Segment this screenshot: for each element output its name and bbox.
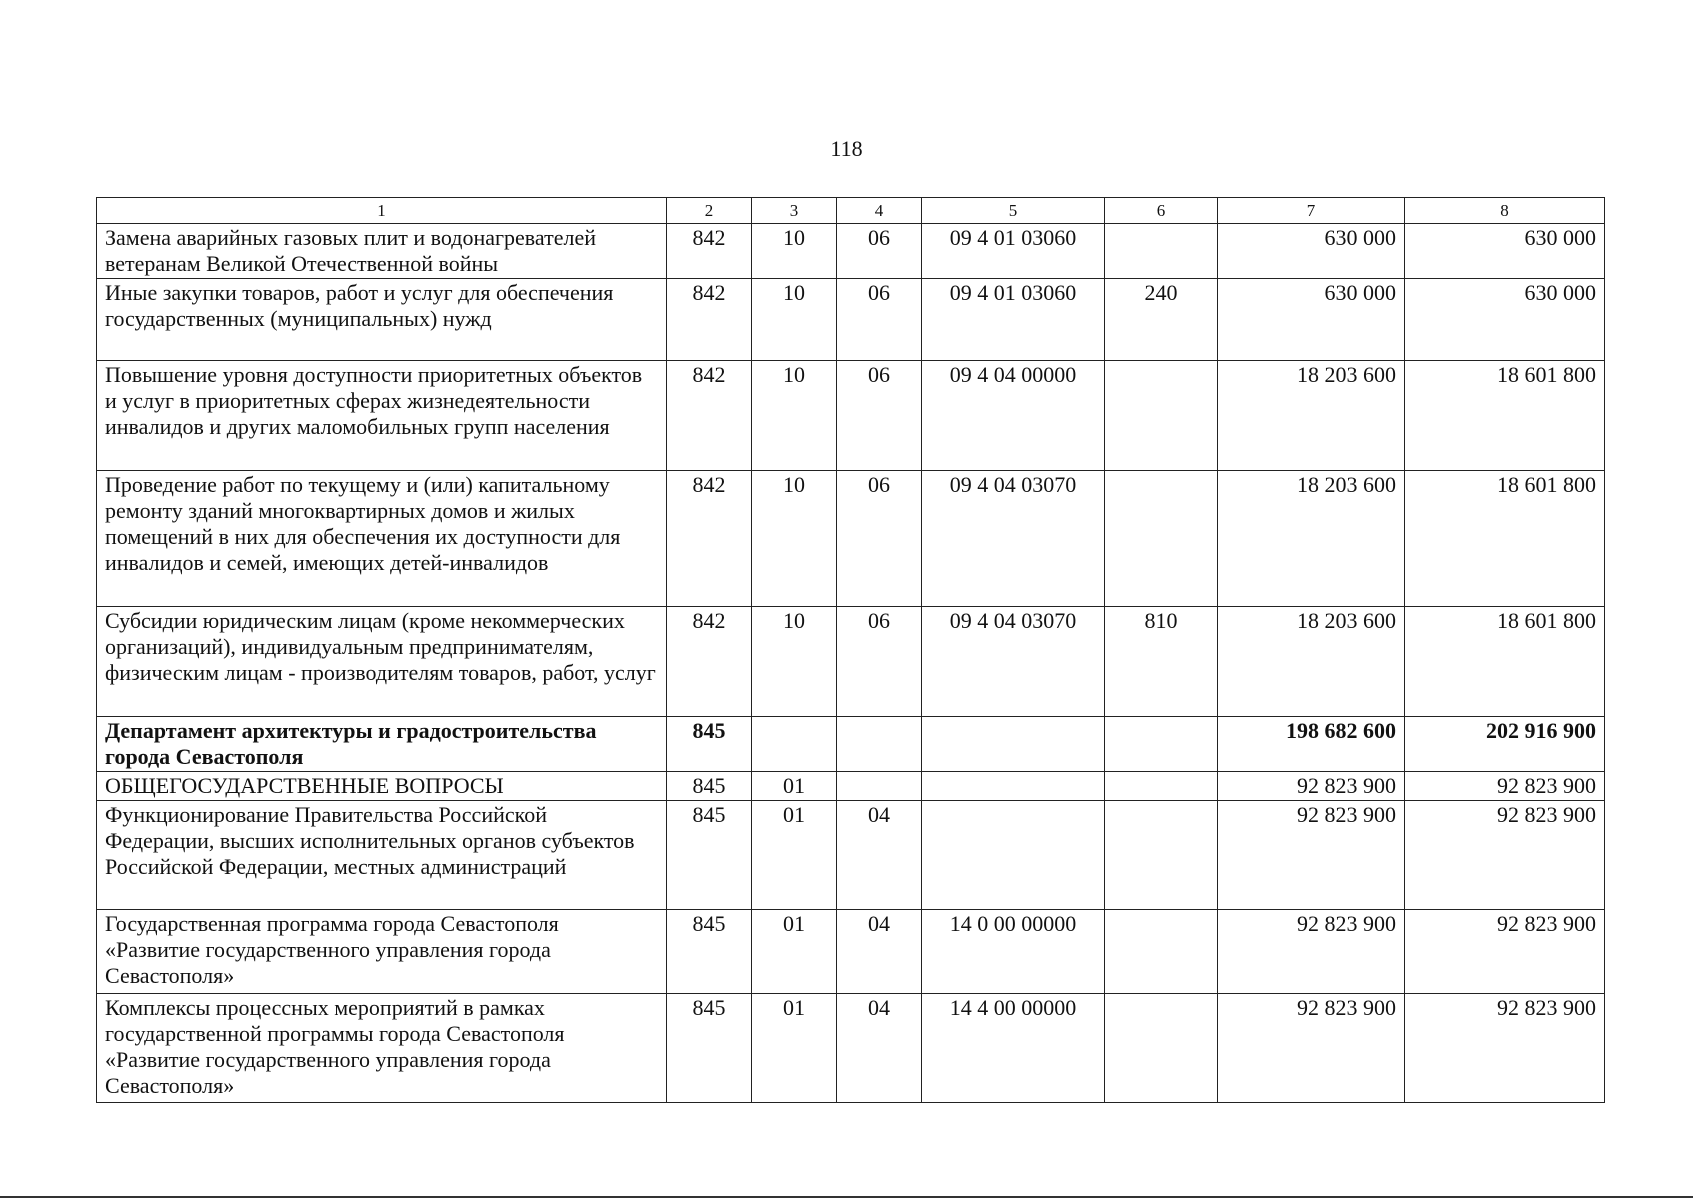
cell-section: 01 [752,772,837,801]
cell-expense-type [1105,471,1218,607]
cell-amount-1: 630 000 [1218,279,1405,361]
cell-amount-2: 92 823 900 [1405,910,1605,994]
cell-amount-1: 92 823 900 [1218,994,1405,1103]
cell-section [752,717,837,772]
cell-amount-2: 18 601 800 [1405,607,1605,717]
column-header: 6 [1105,198,1218,224]
cell-expense-type [1105,772,1218,801]
cell-amount-1: 198 682 600 [1218,717,1405,772]
cell-subsection: 04 [837,910,922,994]
cell-expense-type: 240 [1105,279,1218,361]
cell-expense-type [1105,801,1218,910]
row-name: Иные закупки товаров, работ и услуг для обеспечения государственных (муниципальных) нужд [97,279,667,361]
cell-expense-type [1105,361,1218,471]
cell-amount-1: 92 823 900 [1218,772,1405,801]
cell-amount-1: 92 823 900 [1218,910,1405,994]
column-header: 4 [837,198,922,224]
table-row [97,361,1605,471]
row-name: Комплексы процессных мероприятий в рамках государственной программы города Севастополя «Развитие государственного управления города Севастополя» [97,994,667,1103]
table-header-row [97,198,1605,224]
cell-target-article: 09 4 04 00000 [922,361,1105,471]
cell-target-article: 09 4 04 03070 [922,471,1105,607]
cell-target-article [922,772,1105,801]
cell-ministry: 842 [667,361,752,471]
cell-target-article: 09 4 01 03060 [922,224,1105,279]
cell-amount-2: 18 601 800 [1405,361,1605,471]
cell-ministry: 845 [667,772,752,801]
cell-target-article: 14 4 00 00000 [922,994,1105,1103]
cell-amount-2: 202 916 900 [1405,717,1605,772]
row-name: Замена аварийных газовых плит и водонагревателей ветеранам Великой Отечественной войны [97,224,667,279]
table-row [97,910,1605,994]
cell-section: 10 [752,471,837,607]
cell-ministry: 845 [667,994,752,1103]
cell-subsection: 06 [837,471,922,607]
cell-amount-1: 92 823 900 [1218,801,1405,910]
table-row [97,801,1605,910]
column-header: 2 [667,198,752,224]
row-name: ОБЩЕГОСУДАРСТВЕННЫЕ ВОПРОСЫ [97,772,667,801]
cell-amount-2: 18 601 800 [1405,471,1605,607]
table-row [97,471,1605,607]
table-row [97,607,1605,717]
cell-subsection [837,717,922,772]
column-header: 7 [1218,198,1405,224]
cell-target-article [922,801,1105,910]
cell-ministry: 842 [667,224,752,279]
cell-subsection: 06 [837,607,922,717]
cell-amount-2: 92 823 900 [1405,772,1605,801]
row-name: Департамент архитектуры и градостроительства города Севастополя [97,717,667,772]
cell-section: 10 [752,224,837,279]
page-number: 118 [830,136,863,161]
cell-section: 01 [752,910,837,994]
cell-amount-2: 630 000 [1405,224,1605,279]
cell-subsection: 06 [837,224,922,279]
cell-section: 01 [752,801,837,910]
cell-amount-1: 18 203 600 [1218,361,1405,471]
cell-target-article: 09 4 01 03060 [922,279,1105,361]
cell-expense-type [1105,717,1218,772]
column-header: 5 [922,198,1105,224]
cell-expense-type [1105,224,1218,279]
cell-ministry: 842 [667,279,752,361]
column-header: 3 [752,198,837,224]
cell-ministry: 842 [667,471,752,607]
cell-ministry: 845 [667,717,752,772]
cell-section: 10 [752,279,837,361]
table-row [97,279,1605,361]
cell-ministry: 845 [667,910,752,994]
row-name: Субсидии юридическим лицам (кроме некоммерческих организаций), индивидуальным предпринимателям, физическим лицам - производителям товаров, работ, услуг [97,607,667,717]
cell-amount-2: 92 823 900 [1405,801,1605,910]
cell-section: 01 [752,994,837,1103]
cell-expense-type [1105,910,1218,994]
cell-amount-1: 18 203 600 [1218,471,1405,607]
cell-target-article [922,717,1105,772]
row-name: Государственная программа города Севастополя «Развитие государственного управления города Севастополя» [97,910,667,994]
cell-amount-1: 630 000 [1218,224,1405,279]
cell-subsection: 06 [837,279,922,361]
cell-subsection: 04 [837,801,922,910]
row-name: Повышение уровня доступности приоритетных объектов и услуг в приоритетных сферах жизнедеятельности инвалидов и других маломобильных групп населения [97,361,667,471]
budget-table [96,197,1605,1103]
cell-amount-1: 18 203 600 [1218,607,1405,717]
column-header: 8 [1405,198,1605,224]
cell-subsection: 06 [837,361,922,471]
table-row [97,994,1605,1103]
cell-ministry: 842 [667,607,752,717]
cell-section: 10 [752,361,837,471]
table-row [97,772,1605,801]
column-header: 1 [97,198,667,224]
page-bottom-border [0,1196,1693,1198]
cell-amount-2: 92 823 900 [1405,994,1605,1103]
cell-subsection: 04 [837,994,922,1103]
cell-expense-type: 810 [1105,607,1218,717]
cell-target-article: 09 4 04 03070 [922,607,1105,717]
cell-target-article: 14 0 00 00000 [922,910,1105,994]
table-row [97,717,1605,772]
cell-ministry: 845 [667,801,752,910]
table-row [97,224,1605,279]
cell-amount-2: 630 000 [1405,279,1605,361]
cell-expense-type [1105,994,1218,1103]
cell-section: 10 [752,607,837,717]
table-body [97,224,1605,1103]
row-name: Проведение работ по текущему и (или) капитальному ремонту зданий многоквартирных домов и жилых помещений в них для обеспечения их доступности для инвалидов и семей, имеющих детей-инвалидов [97,471,667,607]
row-name: Функционирование Правительства Российской Федерации, высших исполнительных органов субъектов Российской Федерации, местных администраций [97,801,667,910]
cell-subsection [837,772,922,801]
